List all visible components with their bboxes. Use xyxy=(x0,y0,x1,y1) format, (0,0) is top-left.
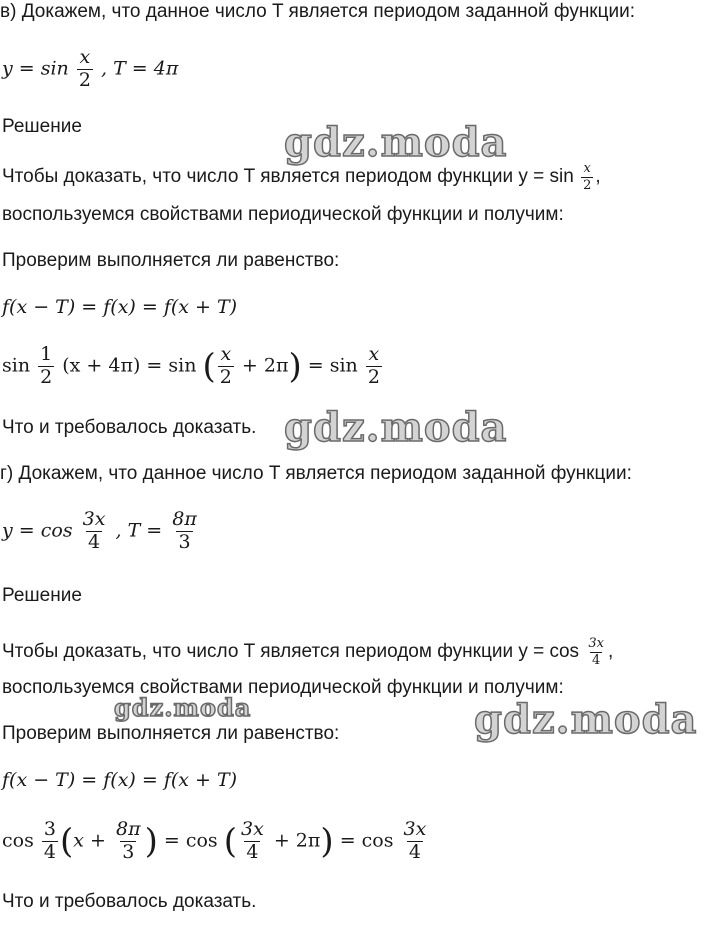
part-g-eq-equals2: = cos xyxy=(339,829,394,852)
part-g-eq-lparen1: ( xyxy=(59,821,74,862)
part-v-identity: f(x − T) = f(x) = f(x + T) xyxy=(2,296,238,318)
part-v-equation xyxy=(2,345,384,388)
part-v-func-num: x xyxy=(79,46,91,68)
part-g-proof-fraction xyxy=(586,637,606,667)
part-g-eq-den3: 4 xyxy=(408,840,421,863)
part-v-eq-den1: 2 xyxy=(40,365,53,388)
part-g-intro: г) Докажем, что данное число T является периодом заданной функции: xyxy=(0,463,632,484)
part-v-check: Проверим выполняется ли равенство: xyxy=(2,250,340,271)
part-g-eq-den2: 4 xyxy=(246,840,259,863)
part-v-proof-text: Чтобы доказать, что число T является периодом функции y = sin xyxy=(2,166,574,188)
part-g-period-prefix: , T = xyxy=(115,519,163,542)
watermark-2: gdz.moda xyxy=(284,404,508,451)
part-g-func-den: 4 xyxy=(87,530,101,553)
part-g-eq-num3: 3x xyxy=(403,818,427,840)
part-v-eq-mid: (x + 4π) = sin xyxy=(62,354,197,377)
part-g-function xyxy=(2,510,201,553)
part-g-equation xyxy=(2,820,430,863)
part-v-proof-comma: , xyxy=(595,166,601,188)
part-g-eq-num2: 3x xyxy=(240,818,264,840)
watermark-1: gdz.moda xyxy=(284,119,508,166)
part-g-period-den: 3 xyxy=(178,530,191,553)
part-g-check: Проверим выполняется ли равенство: xyxy=(2,723,340,744)
part-v-eq-frac2 xyxy=(218,345,234,388)
part-v-proof-num: x xyxy=(583,161,591,176)
part-g-qed: Что и требовалось доказать. xyxy=(2,891,257,912)
part-g-proof-line1 xyxy=(2,637,613,667)
part-v-period: , T = 4π xyxy=(100,57,179,80)
watermark-3: gdz.moda xyxy=(114,693,252,722)
part-g-proof-num: 3x xyxy=(588,636,604,651)
part-g-eq-den-period: 3 xyxy=(122,840,135,863)
part-g-eq-rparen1: ) xyxy=(144,821,158,862)
part-g-eq-num1: 3 xyxy=(43,818,56,840)
part-v-eq-num2: x xyxy=(220,343,232,365)
part-g-eq-num-period: 8π xyxy=(115,818,141,840)
watermark-4: gdz.moda xyxy=(474,696,698,743)
part-v-eq-num3: x xyxy=(368,343,380,365)
part-v-qed: Что и требовалось доказать. xyxy=(2,417,257,438)
part-v-eq-tail: + 2π xyxy=(241,354,289,377)
part-g-proof-comma: , xyxy=(607,641,614,663)
part-v-eq-den3: 2 xyxy=(367,365,380,388)
part-g-solution-label: Решение xyxy=(2,585,82,606)
part-g-eq-tail: + 2π xyxy=(273,829,321,852)
part-g-func-num: 3x xyxy=(82,508,106,530)
part-g-eq-rparen2: ) xyxy=(320,821,334,862)
part-g-func-fraction xyxy=(81,510,108,553)
part-g-period-fraction xyxy=(170,510,199,553)
part-g-proof-text: Чтобы доказать, что число T является периодом функции y = cos xyxy=(2,641,580,663)
part-g-proof-line2: воспользуемся свойствами периодической функции и получим: xyxy=(2,677,564,698)
part-g-eq-frac-period xyxy=(114,820,143,863)
part-v-solution-label: Решение xyxy=(2,116,82,137)
part-v-eq-equals: = sin xyxy=(307,354,358,377)
part-g-period-num: 8π xyxy=(172,508,197,530)
part-v-eq-lparen: ( xyxy=(202,346,216,387)
part-g-eq-equals1: = cos xyxy=(163,829,218,852)
part-v-func-fraction xyxy=(77,48,93,91)
part-v-eq-num1: 1 xyxy=(40,343,53,365)
part-g-eq-lparen2: ( xyxy=(223,821,237,862)
part-g-func: y = cos xyxy=(2,519,73,542)
part-v-eq-rparen: ) xyxy=(288,346,302,387)
part-g-eq-frac3 xyxy=(402,820,429,863)
part-v-intro: в) Докажем, что данное число T является периодом заданной функции: xyxy=(0,1,636,22)
part-v-func-den: 2 xyxy=(78,68,91,91)
part-g-eq-frac1 xyxy=(42,820,58,863)
part-g-eq-frac2 xyxy=(239,820,266,863)
part-v-proof-den: 2 xyxy=(583,177,592,193)
part-v-eq-frac1 xyxy=(38,345,54,388)
part-g-identity: f(x − T) = f(x) = f(x + T) xyxy=(2,769,238,791)
part-v-function xyxy=(2,48,178,91)
part-g-eq-den1: 4 xyxy=(43,840,56,863)
part-v-eq-frac3 xyxy=(366,345,382,388)
part-v-eq-sin: sin xyxy=(2,354,31,377)
part-v-eq-den2: 2 xyxy=(219,365,232,388)
part-g-eq-x: x + xyxy=(73,829,106,852)
part-v-func: y = sin xyxy=(2,57,69,80)
part-v-proof-line1 xyxy=(2,162,601,192)
part-v-proof-line2: воспользуемся свойствами периодической функции и получим: xyxy=(2,204,564,225)
part-g-eq-cos: cos xyxy=(2,829,34,852)
part-g-proof-den: 4 xyxy=(592,652,601,668)
part-v-proof-fraction xyxy=(581,162,593,192)
